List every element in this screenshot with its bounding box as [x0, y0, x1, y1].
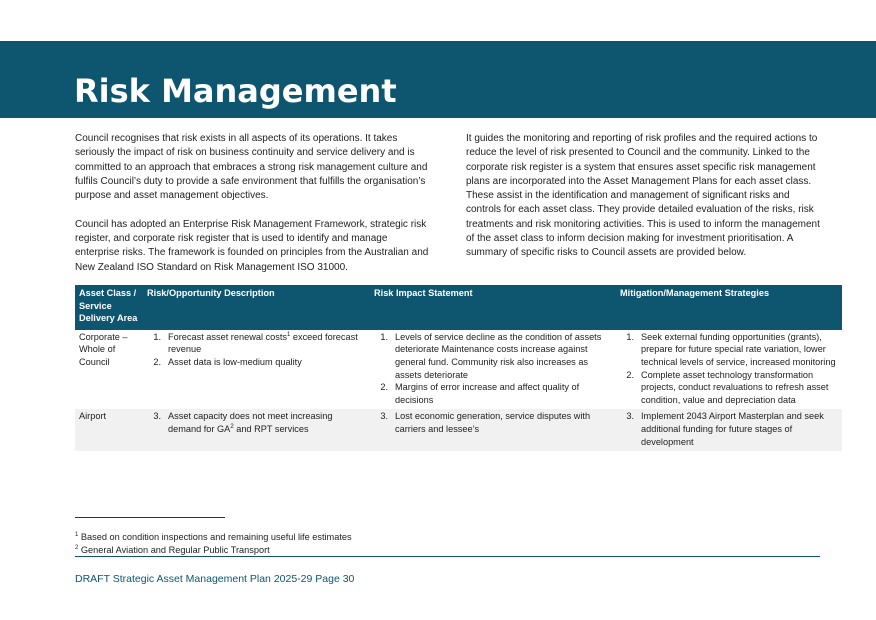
intro-paragraph-2: Council has adopted an Enterprise Risk Management Framework, strategic risk register, and corporate risk register that is used to identify and manage enterprise risks. The framework is founded on principles from the Australian and New Zealand ISO Standard on Risk Management ISO 31000.	[75, 218, 429, 273]
intro-left-column	[75, 132, 430, 289]
cell-risk-description	[143, 329, 370, 410]
header-asset-class: Asset Class / Service Delivery Area	[75, 285, 143, 329]
list-item	[620, 331, 838, 369]
cell-mitigation	[616, 329, 842, 410]
list-number: 3.	[153, 411, 161, 422]
list-text: Complete asset technology transformation projects, conduct revaluations to refresh asset condition, value and depreciation data	[641, 369, 829, 405]
list-number: 2.	[380, 382, 388, 393]
list-number: 2.	[153, 356, 161, 367]
intro-right-column	[466, 132, 822, 275]
footnotes	[75, 531, 352, 556]
intro-paragraph-3: It guides the monitoring and reporting of risk profiles and the required actions to reduce the level of risk presented to Council and the community. Linked to the corporate risk register is a system that ensures asset specific risk management plans are incorporated into the Asset Management Plans for each asset class. These assist in the identification and management of significant risks and controls for each asset class. They provide detailed evaluation of the risks, risk treatments and risk monitoring activities. This is used to inform the management of the asset class to inform decision making for investment prioritisation. A summary of specific risks to Council assets are provided below.	[466, 133, 820, 259]
cell-asset-class: Corporate – Whole of Council	[79, 331, 128, 367]
list-number: 1.	[626, 331, 634, 342]
cell-risk-impact	[370, 329, 616, 410]
list-number: 3.	[380, 411, 388, 422]
list-text: Asset data is low-medium quality	[168, 356, 302, 367]
impact-list	[374, 410, 612, 435]
cell-risk-description	[143, 409, 370, 451]
cell-mitigation	[616, 409, 842, 451]
header-mitigation: Mitigation/Management Strategies	[616, 285, 842, 329]
list-item	[374, 381, 612, 406]
footnote-2: $^2$ General Aviation and Regular Public Transport	[75, 544, 270, 555]
footnote-ref: 1	[286, 331, 291, 338]
risk-list	[147, 331, 366, 369]
list-text: Implement 2043 Airport Masterplan and seek additional funding for future stages of development	[641, 411, 824, 447]
cell-asset-class: Airport	[75, 409, 143, 451]
risk-list	[147, 410, 366, 435]
list-text: Margins of error increase and affect quality of decisions	[395, 382, 580, 405]
list-text: Asset capacity does not meet increasing demand for $GA^2$ and RPT services	[168, 411, 333, 434]
list-text: Levels of service decline as the condition of assets deteriorate Maintenance costs increase against general fund. Community risk also increases as assets deteriorate	[395, 331, 602, 380]
list-text: Lost economic generation, service disputes with carriers and lessee’s	[395, 411, 591, 434]
mitigation-list	[620, 410, 838, 448]
list-number: 2.	[626, 369, 634, 380]
list-text: Seek external funding opportunities (grants), prepare for future special rate variation, lower technical levels of service, increased monitoring	[641, 331, 836, 367]
header-risk-impact: Risk Impact Statement	[370, 285, 616, 329]
page-footer: DRAFT Strategic Asset Management Plan 2025-29 Page 30	[75, 573, 355, 585]
mitigation-list	[620, 331, 838, 407]
list-number: 1.	[380, 331, 388, 342]
list-number: 3.	[626, 411, 634, 422]
footnote-separator	[75, 517, 225, 518]
header-risk-description: Risk/Opportunity Description	[143, 285, 370, 329]
list-item	[620, 369, 838, 407]
table-row	[75, 329, 842, 410]
title-banner	[0, 41, 876, 118]
list-item	[147, 331, 366, 356]
impact-list	[374, 331, 612, 407]
table-header-row	[75, 285, 842, 329]
list-text: Forecast asset renewal costs$^1$ exceed forecast revenue	[168, 331, 358, 355]
intro-paragraph-1: Council recognises that risk exists in all aspects of its operations. It takes seriously the impact of risk on business continuity and service delivery and is committed to an approach that embraces a strong risk management culture and fulfils Council’s duty to provide a safe environment that fulfills the organisation’s purpose and asset management objectives.	[75, 133, 428, 202]
list-item	[374, 410, 612, 435]
footnote-1: $^1$ Based on condition inspections and remaining useful life estimates	[75, 531, 352, 542]
footnote-ref: 2	[230, 423, 234, 430]
list-item	[620, 410, 838, 448]
cell-risk-impact	[370, 409, 616, 451]
risk-table	[75, 285, 842, 451]
list-number: 1.	[153, 331, 161, 342]
page-title: Risk Management	[74, 72, 397, 110]
list-item	[374, 331, 612, 381]
list-item	[147, 356, 366, 369]
table-row	[75, 409, 842, 451]
list-item	[147, 410, 366, 435]
footer-divider	[75, 556, 820, 557]
